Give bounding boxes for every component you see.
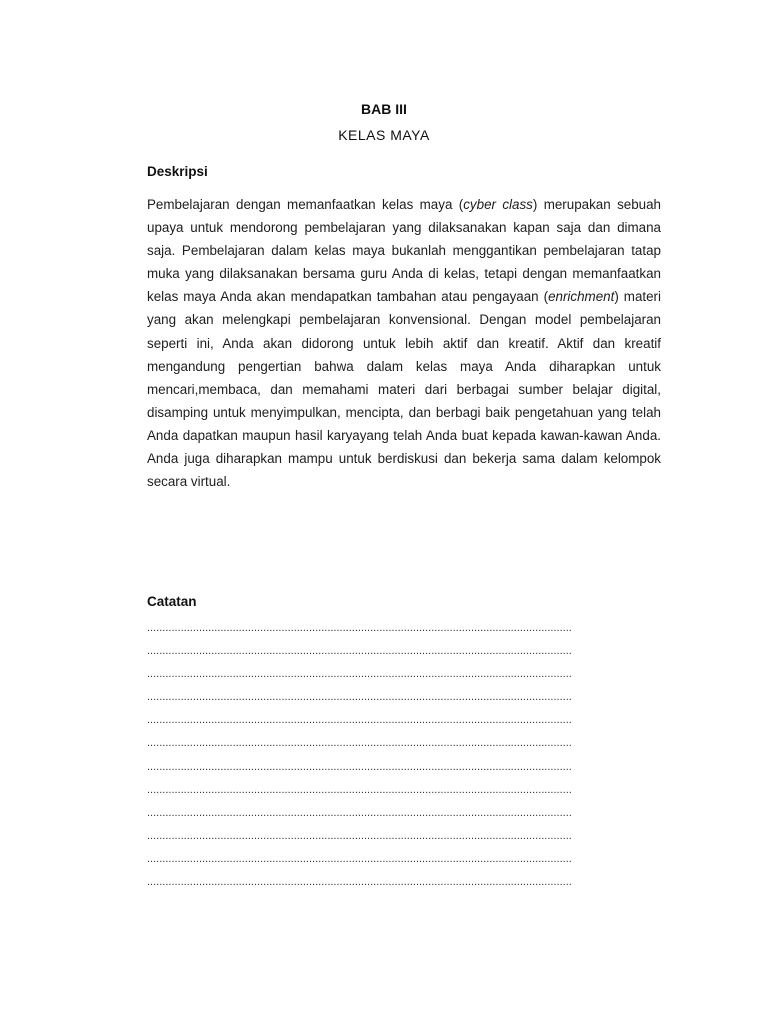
notes-heading: Catatan <box>147 594 197 609</box>
note-line[interactable]: ........................................................................................................................................... <box>147 622 572 634</box>
note-line[interactable]: ........................................................................................................................................... <box>147 760 572 773</box>
description-paragraph <box>147 193 661 493</box>
note-line[interactable]: ........................................................................................................................................... <box>147 876 572 889</box>
paragraph-text-part: ) merupakan sebuah upaya untuk mendorong pembelajaran yang dilaksanakan kapan saja dan dimana saja. Pembelajaran dalam kelas maya bukanlah menggantikan pembelajaran tatap muka yang dilaksanakan bersama guru Anda di kelas, tetapi dengan memanfaatkan kelas maya Anda akan mendapatkan tambahan atau pengayaan ( <box>147 197 662 305</box>
description-heading: Deskripsi <box>147 164 208 179</box>
note-line[interactable]: ........................................................................................................................................... <box>147 737 572 750</box>
note-line[interactable]: ........................................................................................................................................... <box>147 806 572 819</box>
note-line[interactable]: ........................................................................................................................................... <box>147 829 572 842</box>
note-line[interactable]: ........................................................................................................................................... <box>147 668 572 681</box>
note-line[interactable]: ........................................................................................................................................... <box>147 714 572 727</box>
paragraph-text-part: ) materi yang akan melengkapi pembelajaran konvensional. Dengan model pembelajaran seperti ini, Anda akan didorong untuk lebih aktif dan kreatif. Aktif dan kreatif mengandung pengertian bahwa dalam kelas maya Anda diharapkan untuk mencari,membaca, dan memahami materi dari berbagai sumber belajar digital, disamping untuk menyimpulkan, mencipta, dan berbagi baik pengetahuan yang telah Anda dapatkan maupun hasil karyayang telah Anda buat kepada kawan-kawan Anda. Anda juga diharapkan mampu untuk berdiskusi dan bekerja sama dalam kelompok secara virtual. <box>147 289 661 490</box>
note-line[interactable]: ........................................................................................................................................... <box>147 691 572 704</box>
paragraph-emphasis-term: cyber class <box>463 197 533 212</box>
note-line[interactable]: ........................................................................................................................................... <box>147 783 572 796</box>
paragraph-text-part: Pembelajaran dengan memanfaatkan kelas maya ( <box>147 197 464 212</box>
notes-lines <box>147 617 661 894</box>
note-line[interactable]: ........................................................................................................................................... <box>147 645 572 658</box>
chapter-title: KELAS MAYA <box>338 127 430 143</box>
chapter-number: BAB III <box>361 101 407 117</box>
paragraph-emphasis-term: enrichment <box>548 289 615 305</box>
note-line[interactable]: ........................................................................................................................................... <box>147 852 572 865</box>
